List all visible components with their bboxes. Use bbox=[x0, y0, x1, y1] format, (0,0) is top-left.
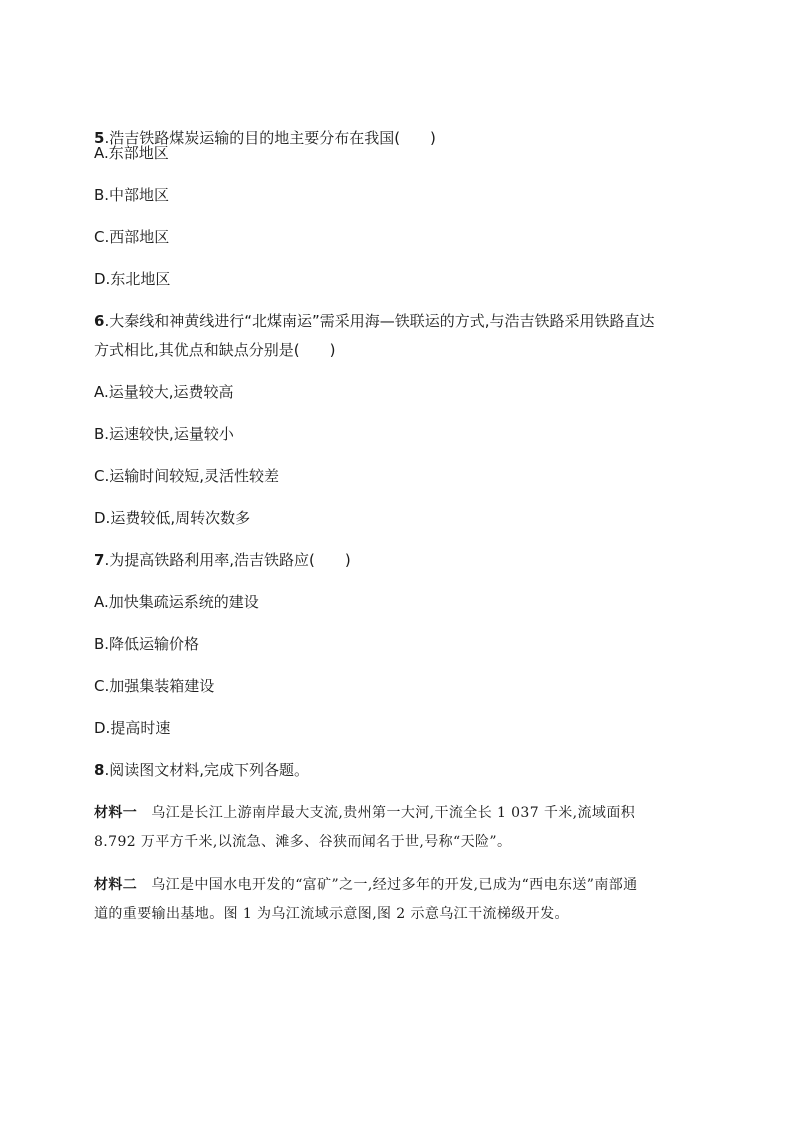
question-7-option-c: C.加强集装箱建设 bbox=[94, 677, 215, 695]
question-5-option-b: B.中部地区 bbox=[94, 186, 170, 204]
material-2-line2: 道的重要输出基地。图 1 为乌江流域示意图,图 2 示意乌江干流梯级开发。 bbox=[94, 906, 569, 922]
question-6-option-c: C.运输时间较短,灵活性较差 bbox=[94, 467, 280, 485]
question-6-option-d: D.运费较低,周转次数多 bbox=[94, 509, 251, 527]
question-6-option-a: A.运量较大,运费较高 bbox=[94, 383, 234, 401]
material-1-line2: 8.792 万平方千米,以流急、滩多、谷狭而闻名于世,号称“天险”。 bbox=[94, 834, 512, 850]
question-number: 8 bbox=[94, 761, 105, 779]
question-7-stem: 7.为提高铁路利用率,浩吉铁路应( ) bbox=[94, 551, 351, 569]
material-2-label: 材料二 bbox=[94, 877, 138, 893]
material-2-line1: 材料二 乌江是中国水电开发的“富矿”之一,经过多年的开发,已成为“西电东送”南部通 bbox=[94, 877, 638, 893]
question-7-option-a: A.加快集疏运系统的建设 bbox=[94, 593, 259, 611]
question-number: 6 bbox=[94, 312, 105, 330]
material-1-label: 材料一 bbox=[94, 805, 138, 821]
question-number: 5 bbox=[94, 129, 105, 147]
question-6-stem-line1: 6.大秦线和神黄线进行“北煤南运”需采用海—铁联运的方式,与浩吉铁路采用铁路直达 bbox=[94, 312, 655, 330]
question-6-stem-line2: 方式相比,其优点和缺点分别是( ) bbox=[94, 341, 336, 359]
question-7-option-b: B.降低运输价格 bbox=[94, 635, 200, 653]
material-1-line1: 材料一 乌江是长江上游南岸最大支流,贵州第一大河,干流全长 1 037 千米,流域面积 bbox=[94, 805, 636, 821]
question-6-option-b: B.运速较快,运量较小 bbox=[94, 425, 234, 443]
question-5-option-d: D.东北地区 bbox=[94, 270, 171, 288]
question-5-stem: 5.浩吉铁路煤炭运输的目的地主要分布在我国( ) bbox=[94, 129, 436, 147]
question-7-option-d: D.提高时速 bbox=[94, 719, 171, 737]
question-5-option-a: A.东部地区 bbox=[94, 144, 169, 162]
question-number: 7 bbox=[94, 551, 105, 569]
question-8-stem: 8.阅读图文材料,完成下列各题。 bbox=[94, 761, 309, 779]
question-5-option-c: C.西部地区 bbox=[94, 228, 170, 246]
